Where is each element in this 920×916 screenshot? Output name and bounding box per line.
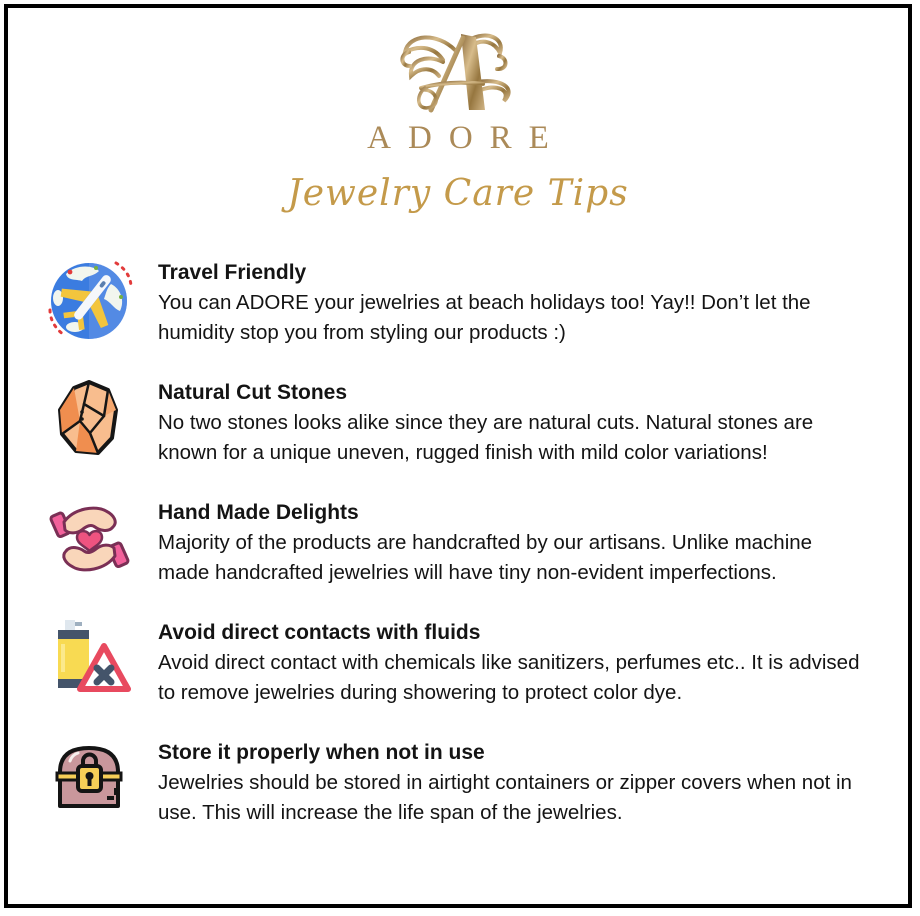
tip-row-store-properly [46,738,868,828]
tip-title: Travel Friendly [158,261,307,284]
hands-heart-icon [46,496,134,584]
brand-header [8,8,908,214]
treasure-chest-icon [46,736,134,824]
tip-title: Avoid direct contacts with fluids [158,621,481,644]
globe-plane-icon [46,256,134,344]
tip-text [158,258,868,348]
tip-row-hand-made-delights [46,498,868,588]
tip-text [158,378,868,468]
tip-body: No two stones looks alike since they are natural cuts. Natural stones are known for a unique uneven, rugged finish with mild color variations! [158,411,814,464]
tip-row-avoid-fluids [46,618,868,708]
tip-title: Hand Made Delights [158,501,359,524]
gemstone-icon [46,376,134,464]
tip-text [158,498,868,588]
spray-warning-icon [46,616,134,704]
tip-body: You can ADORE your jewelries at beach holidays too! Yay!! Don’t let the humidity stop you from styling our products :) [158,291,811,344]
tip-row-travel-friendly [46,258,868,348]
tip-text [158,618,868,708]
tip-body: Majority of the products are handcrafted by our artisans. Unlike machine made handcrafted jewelries will have tiny non-evident imperfections. [158,531,813,584]
adore-logo-icon [373,26,543,118]
tip-body: Jewelries should be stored in airtight containers or zipper covers when not in use. This will increase the life span of the jewelries. [158,771,852,824]
brand-name: ADORE [367,120,566,156]
tip-title: Natural Cut Stones [158,381,348,404]
tip-title: Store it properly when not in use [158,741,485,764]
tips-list [8,258,908,828]
tip-body: Avoid direct contact with chemicals like sanitizers, perfumes etc.. It is advised to remove jewelries during showering to protect color dye. [158,651,860,704]
tip-row-natural-cut-stones [46,378,868,468]
jewelry-care-card [4,4,912,908]
tip-text [158,738,868,828]
page-title: Jewelry Care Tips [287,173,629,214]
